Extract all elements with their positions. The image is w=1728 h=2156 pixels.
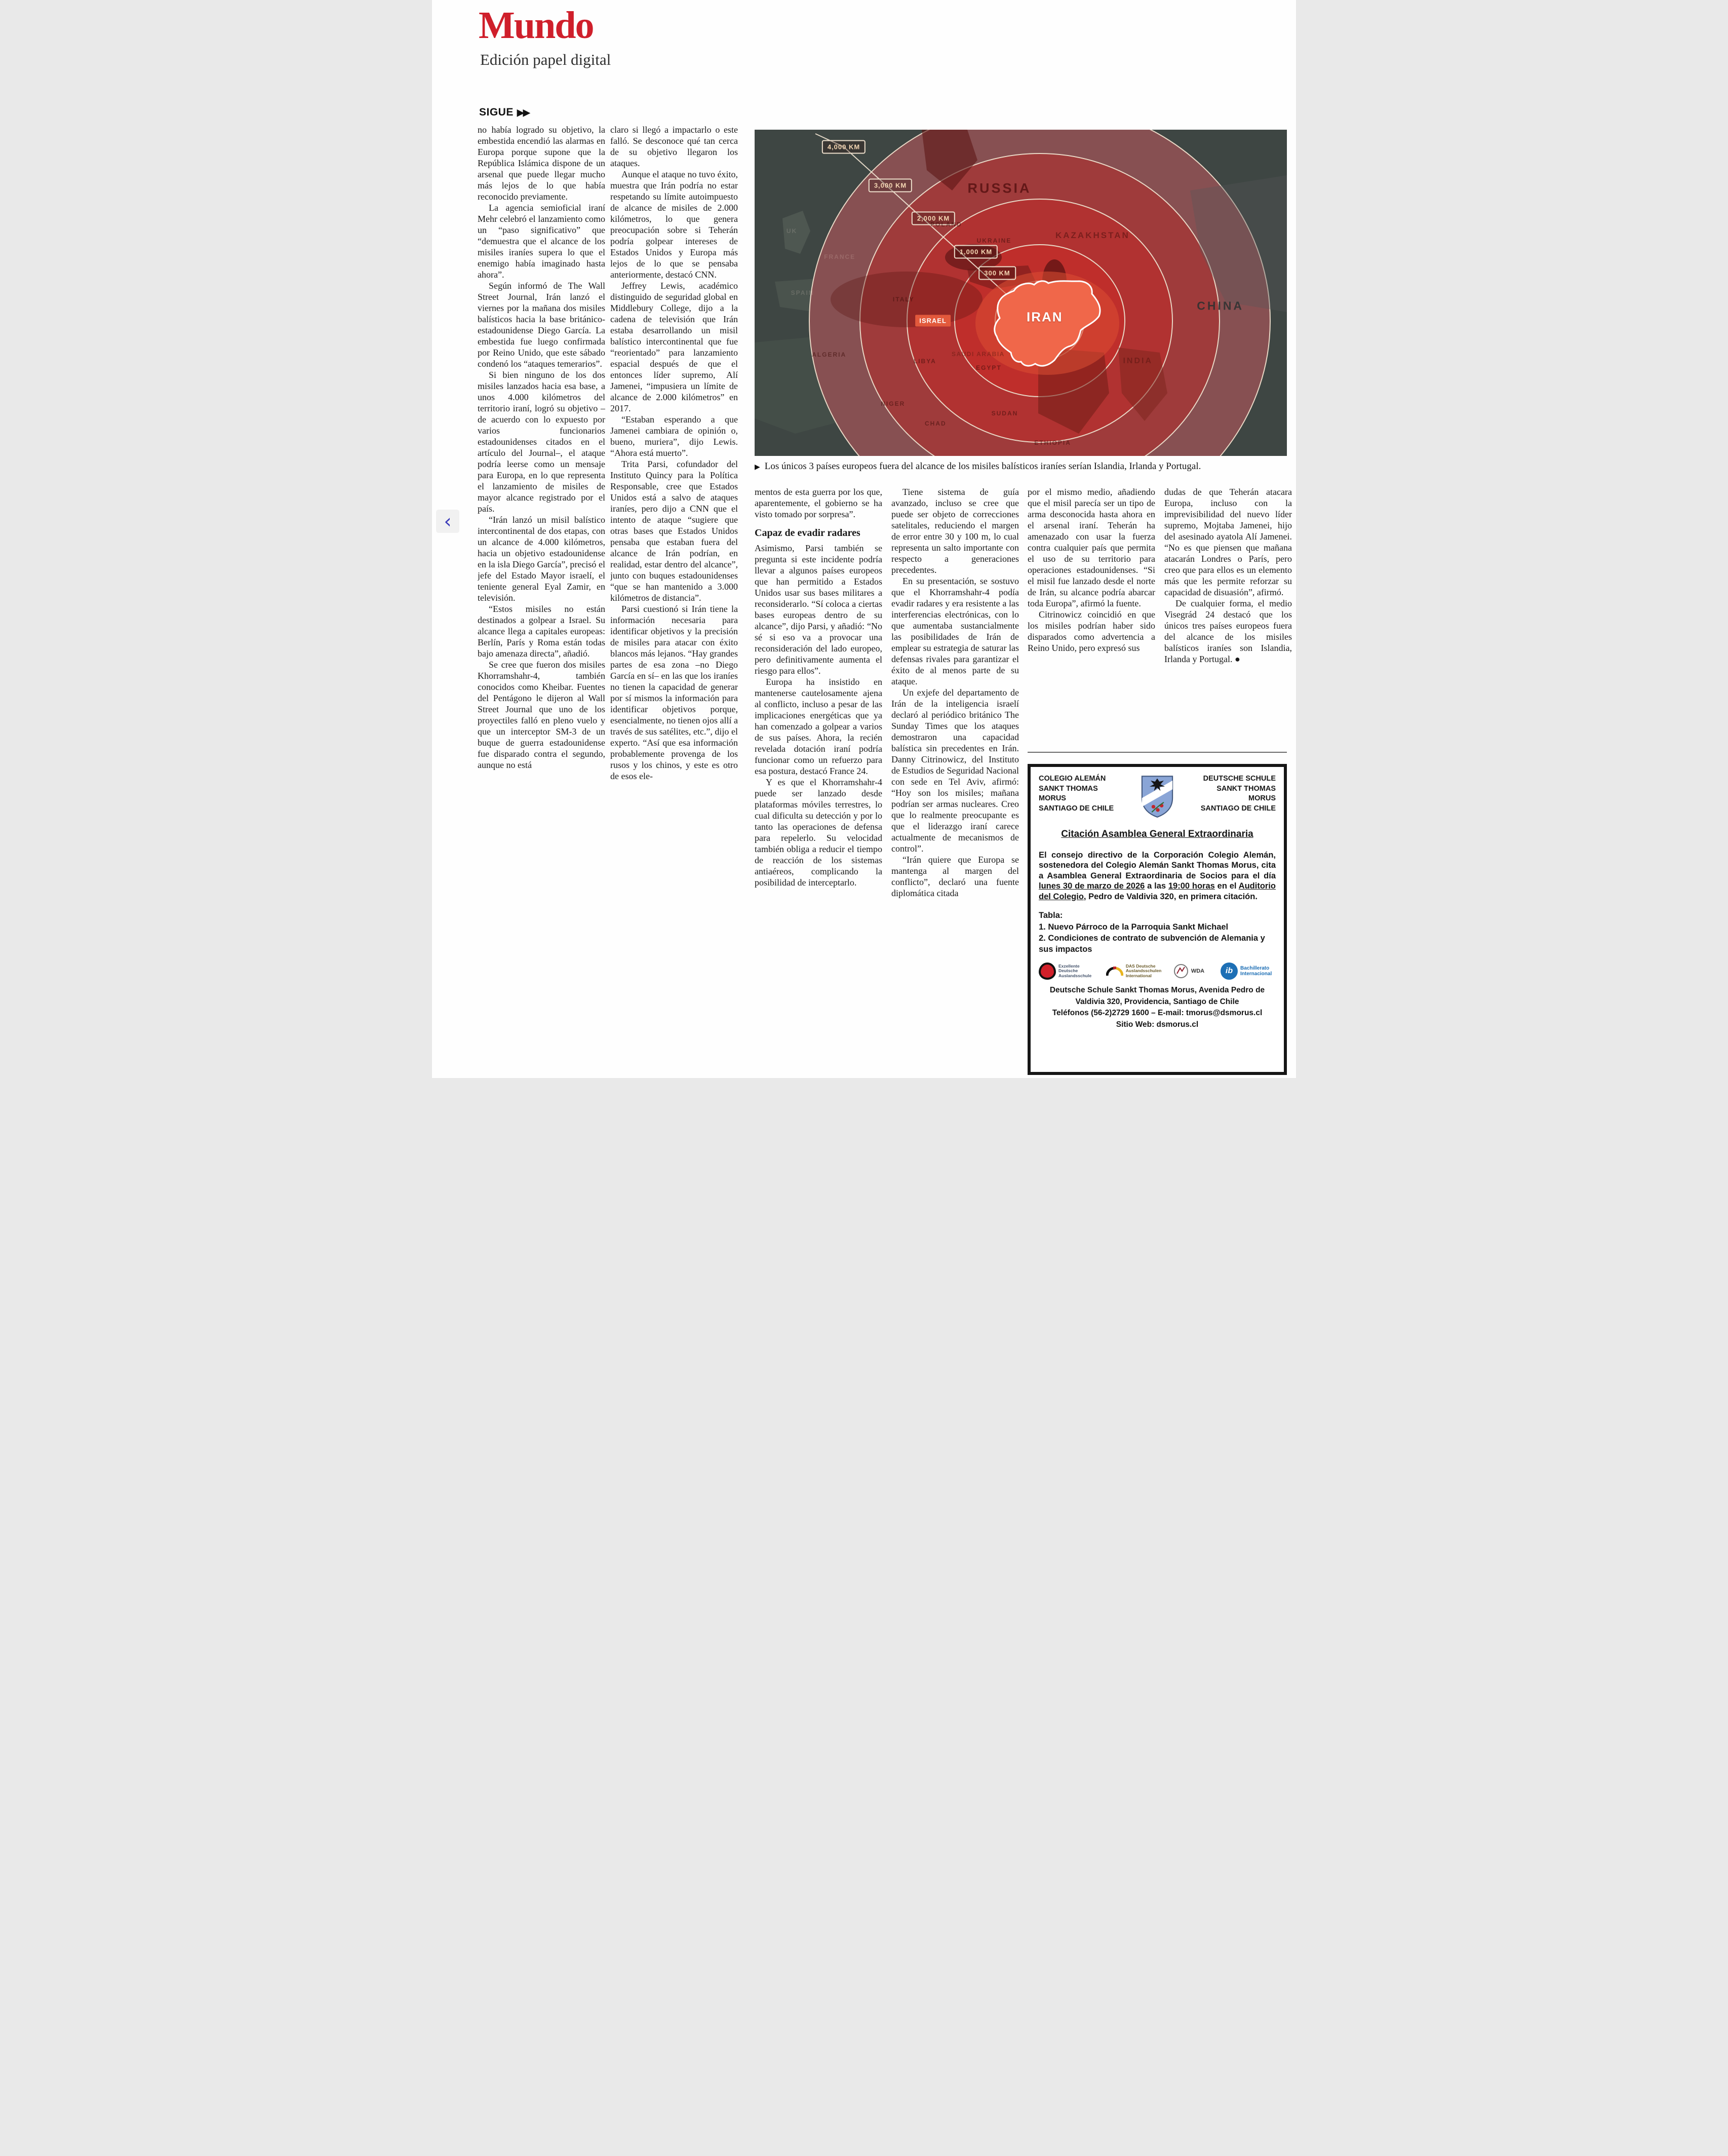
article-paragraph: “Estos misiles no están destinados a golpear a Israel. Su alcance llega a capitales europeas: Berlín, París y Roma están todas bajo amenaza directa”, añadió. xyxy=(478,604,605,659)
article-paragraph: En su presentación, se sostuvo que el Khorramshahr-4 podía evadir radares y era resistente a las interferencias electrónicas, con lo que aumentaba sustancialmente las posibilidades de Irán de emplear su estrategia de saturar las defensas rivales para garantizar el éxito de al menos parte de su ataque. xyxy=(891,576,1019,686)
map-label-iran: IRAN xyxy=(1027,309,1063,325)
article-paragraph: Jeffrey Lewis, académico distinguido de seguridad global en Middlebury College, dijo a la cadena de televisión que Irán estaba desarrollando un misil balístico intercontinental que fue “reorientado” para lanzamiento espacial después de que el entonces líder supremo, Alí Jamenei, “impusiera un límite de alcance de 2.000 kilómetros” en 2017. xyxy=(610,281,738,413)
article-paragraph: Aunque el ataque no tuvo éxito, muestra que Irán podría no estar respetando su límite autoimpuesto de alcance de misiles de 2.000 kilómetros, lo que genera preocupación sobre si Teherán podría golpear intereses de Estados Unidos y Europa más lejos de lo que se pensaba anteriormente, destacó CNN. xyxy=(610,169,738,280)
ad-body-time: 19:00 horas xyxy=(1168,881,1215,891)
ad-org-line: SANTIAGO DE CHILE xyxy=(1200,804,1276,813)
missile-range-map xyxy=(755,130,1287,456)
article-paragraph: Parsi cuestionó si Irán tiene la información necesaria para identificar objetivos y la precisión de misiles para atacar con éxito blancos más lejanos. “Hay grandes partes de esa zona –no Diego García en sí– en las que los iraníes no tienen la capacidad de generar por sí mismos la información para identificar objetivos porque, esencialmente, no tienen ojos allí a través de sus satélites, etc.”, dijo el experto. “Así que esa información probablemente provenga de los rusos y los chinos, y este es otro de esos ele- xyxy=(610,604,738,781)
article-paragraph: Y es que el Khorramshahr-4 puede ser lanzado desde plataformas móviles terrestres, lo cual dificulta su detección y por lo tanto las operaciones de defensa para repelerlo. Su velocidad también obliga a reducir el tiempo de reacción de los sistemas antiaéreos, complicando la posibilidad de interceptarlo. xyxy=(755,777,882,888)
ad-agenda-item: 2. Condiciones de contrato de subvención de Alemania y sus impactos xyxy=(1039,933,1265,954)
article-paragraph: dudas de que Teherán atacara Europa, incluso con la imprevisibilidad del nuevo líder supremo, Mojtaba Jamenei, hijo del asesinado ayatola Alí Jamenei. “No es que piensen que mañana atacarán Londres o París, pero creo que para ellos es un elemento más que les permite reforzar su capacidad de disuasión”, afirmó. xyxy=(1164,487,1292,597)
caption-arrow-icon: ▶ xyxy=(755,463,760,471)
article-paragraph: Un exjefe del departamento de Irán de la inteligencia israelí declaró al periódico británico The Sunday Times que los ataques demostraron una capacidad balística sin precedentes en Irán. Danny Citrinowicz, del Instituto de Estudios de Seguridad Nacional con sede en Tel Aviv, afirmó: “Hoy son los misiles; mañana podrían ser armas nucleares. Creo que lo realmente preocupante es que el liderazgo iraní carece actualmente de mecanismos de control”. xyxy=(891,687,1019,854)
logo-caption: WDA xyxy=(1191,968,1205,975)
map-label-russia: RUSSIA xyxy=(967,180,1032,196)
caption-text: Los únicos 3 países europeos fuera del alcance de los misiles balísticos iraníes serían Islandia, Irlanda y Portugal. xyxy=(764,461,1201,472)
article-paragraph: La agencia semioficial iraní Mehr celebró el lanzamiento como un “paso significativo” que “demuestra que el alcance de los misiles iraníes supera lo que el enemigo había imaginado hasta ahora”. xyxy=(478,203,605,280)
ad-org-line: SANKT THOMAS MORUS xyxy=(1039,784,1098,803)
article-paragraph: Trita Parsi, cofundador del Instituto Quincy para la Política Responsable, cree que Estados Unidos está a salvo de ataques iraníes, pero dijo a CNN que el intento de ataque “sugiere que otras bases que Estados Unidos pensaba que estaban fuera del alcance de Irán podrían, en realidad, estar dentro del alcance”, junto con buques estadounidenses “que se han mantenido a 3.000 kilómetros de distancia”. xyxy=(610,459,738,603)
das-arc-icon xyxy=(1106,966,1123,977)
das-international-logo xyxy=(1106,963,1162,979)
logo-caption: Exzellente Deutsche Auslandsschule xyxy=(1058,963,1092,979)
map-caption xyxy=(755,461,1287,472)
ad-body-venue: Auditorio del Colegio xyxy=(1039,881,1276,901)
article-paragraph: Asimismo, Parsi también se pregunta si este incidente podría llevar a algunos países europeos que han permitido a Estados Unidos usar sus bases militares a reconsiderarlo. “Sí coloca a ciertas bases europeas dentro de su alcance”, dijo Parsi, y añadió: “No sé si eso va a provocar una reconsideración del lado europeo, pero definitivamente aumenta el riesgo para ellos”. xyxy=(755,543,882,676)
article-paragraph: por el mismo medio, añadiendo que el misil parecía ser un tipo de arma desconocida hasta ahora en el arsenal iraní. Teherán ha amenazado con usar la fuerza contra cualquier país que permita el uso de su territorio para operaciones estadounidenses. “Si el misil fue lanzado desde el norte de Irán, su alcance podría abarcar toda Europa”, afirmó la fuente. xyxy=(1028,487,1155,608)
ib-badge-icon: ib xyxy=(1221,962,1238,980)
map-label-italy: ITALY xyxy=(892,295,915,303)
school-announcement-ad xyxy=(1028,764,1287,1075)
ad-address-line: Deutsche Schule Sankt Thomas Morus, Avenida Pedro de Valdivia 320, Providencia, Santiago de Chile xyxy=(1049,986,1265,1006)
map-label-uk: UK xyxy=(786,227,798,235)
map-label-algeria: ALGERIA xyxy=(812,351,847,359)
article-paragraph: Citrinowicz coincidió en que los misiles podrían haber sido disparados como advertencia a Reino Unido, pero expresó sus xyxy=(1028,609,1155,653)
map-label-ukraine: UKRAINE xyxy=(976,237,1012,244)
article-column-4 xyxy=(891,486,1019,1077)
map-label-egypt: EGYPT xyxy=(976,364,1002,372)
ad-body-text xyxy=(1039,850,1276,902)
excellence-seal-icon xyxy=(1039,962,1056,980)
article-column-1 xyxy=(478,124,605,1076)
edition-subtitle: Edición papel digital xyxy=(480,51,611,68)
map-label-saudi-arabia: SAUDI ARABIA xyxy=(951,351,1005,358)
article-subheading: Capaz de evadir radares xyxy=(755,527,860,538)
map-label-india: INDIA xyxy=(1123,357,1153,366)
map-label-ethiopia: ETHIOPIA xyxy=(1034,439,1071,447)
article-paragraph: Tiene sistema de guía avanzado, incluso se cree que puede ser objeto de correcciones satelitales, reduciendo el margen de error entre 30 y 100 m, lo cual representa un salto importante con respecto a generaciones precedentes. xyxy=(891,487,1019,575)
ad-website-line: Sitio Web: dsmorus.cl xyxy=(1116,1020,1199,1029)
previous-page-button[interactable] xyxy=(436,510,459,533)
ad-agenda xyxy=(1039,910,1276,955)
chevron-left-icon: ‹ xyxy=(444,510,452,532)
article-paragraph: Se cree que fueron dos misiles Khorramshahr-4, también conocidos como Kheibar. Fuentes del Pentágono le dijeron al Wall Street Journal que uno de los proyectiles falló en pleno vuelo y que un interceptor SM-3 de un buque de guerra estadounidense fue disparado contra el segundo, aunque no está xyxy=(478,660,605,770)
ad-contact-info xyxy=(1039,985,1276,1030)
article-column-6 xyxy=(1164,486,1292,750)
ad-body-date: lunes 30 de marzo de 2026 xyxy=(1039,881,1145,891)
range-label-3000km: 3,000 KM xyxy=(869,179,912,192)
newspaper-page xyxy=(432,0,1296,1078)
map-label-kazakhstan: KAZAKHSTAN xyxy=(1055,230,1130,241)
ad-accreditation-logos xyxy=(1039,962,1276,980)
article-paragraph: Europa ha insistido en mantenerse cautelosamente ajena al conflicto, incluso a pesar de las implicaciones energéticas que ya han comenzado a golpear a varios de sus países. Ahora, la recién revelada dotación iraní podría funcionar como un refuerzo para esa postura, destacó France 24. xyxy=(755,677,882,776)
map-label-israel: ISRAEL xyxy=(915,315,951,326)
ad-phone-email-line: Teléfonos (56-2)2729 1600 – E-mail: tmorus@dsmorus.cl xyxy=(1052,1009,1263,1018)
ad-body-segment: en el xyxy=(1214,881,1239,891)
article-paragraph: De cualquier forma, el medio Visegrád 24 destacó que los únicos tres países europeos fuera del alcance de los misiles balísticos iraníes son Islandia, Irlanda y Portugal. ● xyxy=(1164,598,1292,664)
article-column-5 xyxy=(1028,486,1155,748)
school-crest-icon xyxy=(1141,774,1174,818)
ad-agenda-item: 1. Nuevo Párroco de la Parroquia Sankt Michael xyxy=(1039,922,1229,932)
map-label-france: FRANCE xyxy=(824,253,856,261)
ad-agenda-label: Tabla: xyxy=(1039,911,1063,920)
ad-org-line: SANTIAGO DE CHILE xyxy=(1039,804,1114,813)
article-paragraph: Si bien ninguno de los dos misiles lanzados hacia esa base, a unos 4.000 kilómetros del territorio iraní, logró su objetivo –de acuerdo con lo expuesto por varios funcionarios estadounidenses citados en el artículo del Journal–, el ataque podría leerse como un mensaje para Europa, en lo que representa el lanzamiento de misiles de mayor alcance registrado por el país. xyxy=(478,370,605,514)
range-label-2000km: 2,000 KM xyxy=(912,212,955,225)
ad-org-line: SANKT THOMAS MORUS xyxy=(1216,784,1276,803)
map-label-niger: NIGER xyxy=(881,400,906,407)
article-paragraph: mentos de esta guerra por los que, aparentemente, el gobierno se ha visto tomado por sorpresa”. xyxy=(755,487,882,519)
ad-org-line: COLEGIO ALEMÁN xyxy=(1039,775,1106,783)
range-label-4000km: 4,000 KM xyxy=(822,140,866,154)
map-label-sudan: SUDAN xyxy=(991,410,1018,417)
excellent-german-school-logo xyxy=(1039,962,1090,980)
logo-caption: Bachillerato Internacional xyxy=(1240,965,1272,977)
map-label-poland: POLAND xyxy=(930,220,962,228)
continuation-tag xyxy=(479,106,529,119)
ad-body-segment: El consejo directivo de la Corporación Colegio Alemán, sostenedora del Colegio Alemán Sankt Thomas Morus, cita a Asamblea General Extraordinaria de Socios para el día xyxy=(1039,851,1276,880)
map-label-libya: LIBYA xyxy=(913,358,936,365)
wda-logo xyxy=(1173,964,1204,979)
map-label-chad: CHAD xyxy=(924,419,947,427)
ad-body-segment: , Pedro de Valdivia 320, en primera citación. xyxy=(1083,892,1258,901)
ad-org-line: DEUTSCHE SCHULE xyxy=(1203,775,1276,783)
article-paragraph: “Estaban esperando a que Jamenei cambiara de opinión o, bueno, muriera”, dijo Lewis. “Ahora está muerto”. xyxy=(610,414,738,458)
map-label-spain: SPAIN xyxy=(791,289,814,296)
ad-title: Citación Asamblea General Extraordinaria xyxy=(1061,829,1253,839)
ad-org-name-spanish xyxy=(1039,774,1125,814)
article-paragraph: “Irán quiere que Europa se mantenga al margen del conflicto”, declaró una fuente diplomática citada xyxy=(891,855,1019,898)
ad-org-name-german xyxy=(1190,774,1276,814)
wda-circle-icon xyxy=(1173,964,1189,979)
article-paragraph: “Irán lanzó un misil balístico intercontinental de dos etapas, con un alcance de 4.000 kilómetros, hacia un objetivo estadounidense en la isla Diego García”, precisó el jefe del Estado Mayor israelí, el teniente general Eyal Zamir, en televisión. xyxy=(478,515,605,603)
article-paragraph: Según informó de The Wall Street Journal, Irán lanzó el viernes por la mañana dos misiles balísticos hacia la base británico-estadounidense Diego García. La embestida fue luego confirmada por Reino Unido, que este sábado condenó los “ataques temerarios”. xyxy=(478,281,605,369)
logo-caption: DAS Deutsche Auslandsschulen International xyxy=(1125,963,1162,979)
range-label-1000km: 1,000 KM xyxy=(954,245,998,259)
ib-logo xyxy=(1221,962,1276,980)
range-label-300km: 300 KM xyxy=(978,266,1016,280)
ad-separator-rule xyxy=(1028,752,1287,753)
article-column-3 xyxy=(755,486,882,1077)
map-label-china: CHINA xyxy=(1197,299,1244,313)
ad-body-segment: a las xyxy=(1145,881,1168,891)
range-rings-graphic xyxy=(755,130,1287,456)
article-column-2 xyxy=(610,124,738,1076)
article-paragraph: claro si llegó a impactarlo o este falló. Se desconoce qué tan cerca de su objetivo llegaron los ataques. xyxy=(610,125,738,168)
continuation-label: SIGUE xyxy=(479,106,514,118)
article-paragraph: no había logrado su objetivo, la embestida encendió las alarmas en Europa porque supone que la República Islámica dispone de un arsenal que puede llegar mucho más lejos de lo que había reconocido previamente. xyxy=(478,125,605,202)
forward-arrows-icon: ▶▶ xyxy=(517,107,529,118)
section-title: Mundo xyxy=(479,4,594,47)
